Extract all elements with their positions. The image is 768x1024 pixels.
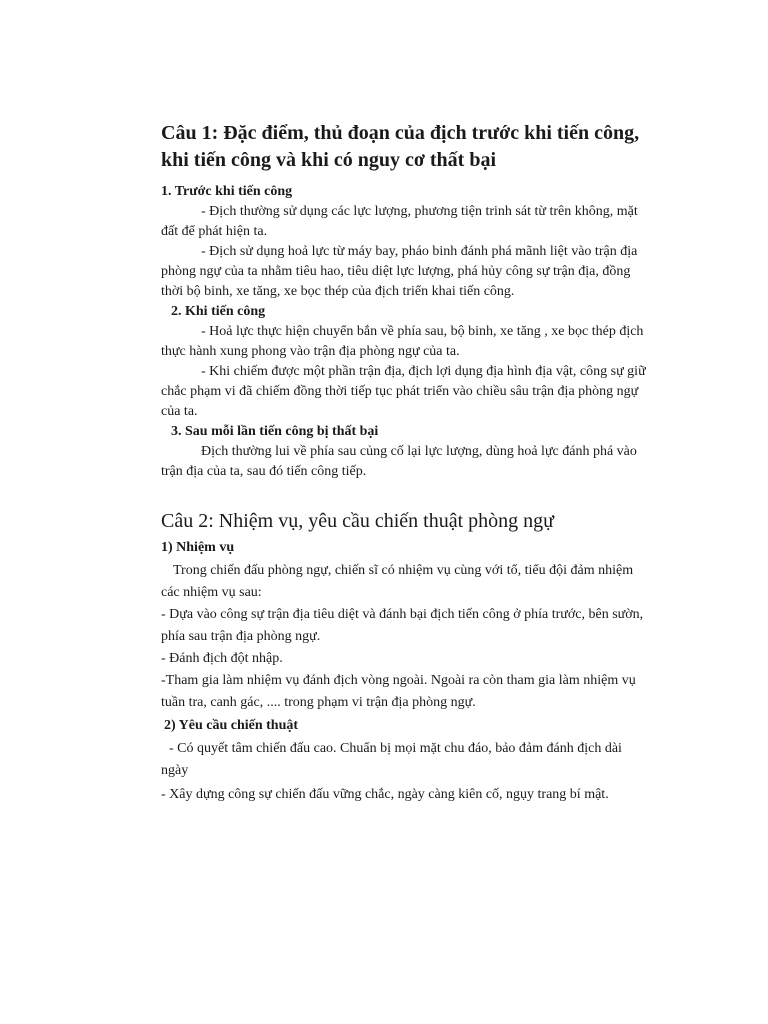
section1-title: Câu 1: Đặc điểm, thủ đoạn của địch trước khi tiến công, khi tiến công và khi có nguy cơ thất bại [161, 122, 640, 171]
section2-part2-heading: 2) Yêu cầu chiến thuật [164, 718, 299, 733]
section2-part1-heading: 1) Nhiệm vụ [161, 540, 235, 555]
section1-part1-paragraph-1: - Địch thường sử dụng các lực lượng, phương tiện trinh sát từ trên không, mặt đất để phát hiện ta. [161, 204, 638, 239]
section1-part1-paragraph-2: - Địch sử dụng hoả lực từ máy bay, pháo binh đánh phá mãnh liệt vào trận địa phòng ngự của ta nhằm tiêu hao, tiêu diệt lực lượng, phá hủy công sự trận địa, đồng thời bộ binh, xe tăng, xe bọc thép của địch triển khai tiến công. [161, 244, 638, 299]
section1-part1-heading: 1. Trước khi tiến công [161, 184, 293, 199]
section2-part1-paragraph-3: - Đánh địch đột nhập. [161, 651, 283, 666]
section2-part2-paragraph-1: - Có quyết tâm chiến đấu cao. Chuẩn bị mọi mặt chu đáo, bảo đảm đánh địch dài ngày [161, 741, 622, 778]
section1-part3-paragraph-1: Địch thường lui về phía sau củng cố lại lực lượng, dùng hoả lực đánh phá vào trận địa của ta, sau đó tiến công tiếp. [161, 444, 637, 479]
section1-part2-heading: 2. Khi tiến công [171, 304, 266, 319]
section2-part2-paragraph-2: - Xây dựng công sự chiến đấu vững chắc, ngày càng kiên cố, ngụy trang bí mật. [161, 787, 609, 802]
section1-part2-paragraph-1: - Hoả lực thực hiện chuyển bắn về phía sau, bộ binh, xe tăng , xe bọc thép địch thực hành xung phong vào trận địa phòng ngự của ta. [161, 324, 644, 359]
section1-part3-heading: 3. Sau mỗi lần tiến công bị thất bại [171, 424, 379, 439]
section2-title: Câu 2: Nhiệm vụ, yêu cầu chiến thuật phòng ngự [161, 510, 554, 532]
section2-part1-paragraph-4: -Tham gia làm nhiệm vụ đánh địch vòng ngoài. Ngoài ra còn tham gia làm nhiệm vụ tuần tra, canh gác, .... trong phạm vi trận địa phòng ngự. [161, 673, 636, 710]
section2-part1-paragraph-2: - Dựa vào công sự trận địa tiêu diệt và đánh bại địch tiến công ở phía trước, bên sườn, phía sau trận địa phòng ngự. [161, 607, 644, 644]
section1-part2-paragraph-2: - Khi chiếm được một phần trận địa, địch lợi dụng địa hình địa vật, công sự giữ chắc phạm vi đã chiếm đồng thời tiếp tục phát triển vào chiều sâu trận địa phòng ngự của ta. [161, 364, 646, 419]
section2-part1-paragraph-1: Trong chiến đấu phòng ngự, chiến sĩ có nhiệm vụ cùng với tổ, tiểu đội đảm nhiệm các nhiệm vụ sau: [161, 563, 634, 600]
document-page [161, 120, 651, 806]
